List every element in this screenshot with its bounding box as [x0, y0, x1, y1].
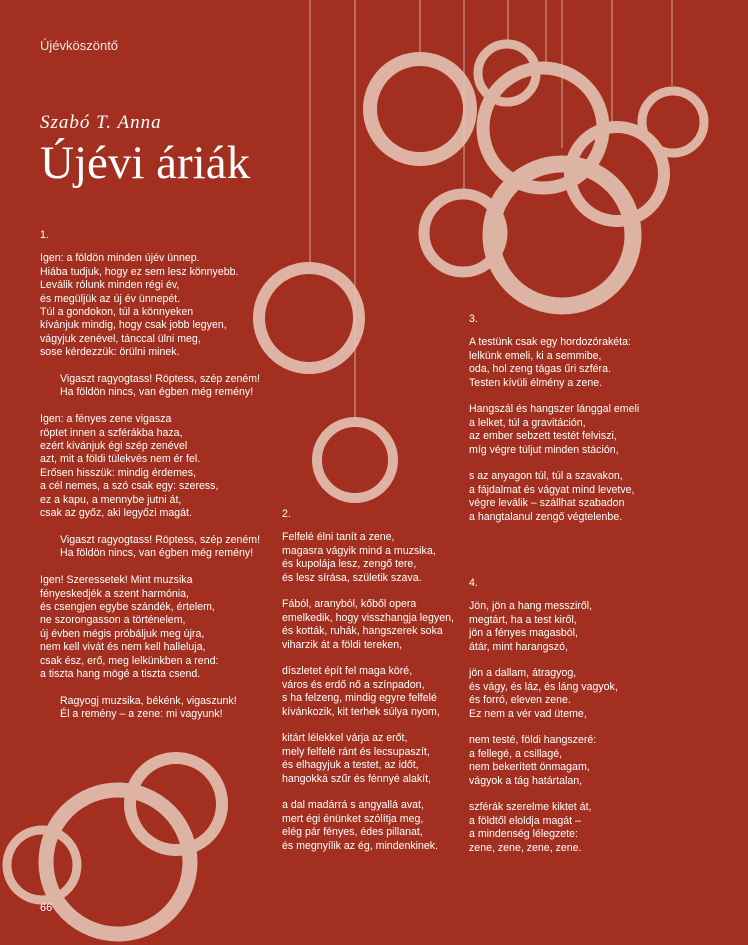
poem-line: díszletet épít fel maga köré, — [282, 665, 413, 678]
poem-line: és elhagyjuk a testet, az időt, — [282, 759, 419, 772]
stanza — [469, 403, 639, 457]
poem-line: ez a kapu, a mennybe jutni át, — [40, 493, 182, 506]
poem-line: Felfelé élni tanít a zene, — [282, 531, 395, 544]
part-number: 3. — [469, 313, 478, 325]
stanza — [282, 732, 454, 786]
section-label: Újévköszöntő — [40, 38, 119, 53]
poem-line: Vigaszt ragyogtass! Röptess, szép zeném! — [60, 373, 261, 386]
poem-line: a hangtalanul zengő végtelenbe. — [469, 510, 623, 523]
poem-line: Vigaszt ragyogtass! Röptess, szép zeném! — [60, 533, 261, 546]
poem-line: sose kérdezzük: örülni minek. — [40, 346, 180, 359]
stanza — [282, 665, 454, 719]
poem-line: nem bekerített önmagam, — [469, 761, 590, 774]
poem-line: csak ész, erő, meg lelkünkben a rend: — [40, 654, 219, 667]
part-number: 2. — [282, 508, 291, 520]
poem-line: Erősen hisszük: mindig érdemes, — [40, 466, 197, 479]
poem-line: és megnyílik az ég, mindenkinek. — [282, 839, 439, 852]
poem-line: Ez nem a vér vad üteme, — [469, 707, 587, 720]
refrain-stanza — [40, 534, 260, 561]
poem-line: a fájdalmat és vágyat mind levetve, — [469, 483, 635, 496]
poem-line: Igen! Szeressetek! Mint muzsika — [40, 574, 193, 587]
part-number: 4. — [469, 577, 478, 589]
poem-line: azt, mit a földi tülekvés nem ér fel. — [40, 453, 201, 466]
poem-line: jön a dallam, átragyog, — [469, 667, 577, 680]
poem-line: magasra vágyik mind a muzsika, — [282, 544, 436, 557]
poem-line: mert égi énünket szólítja meg, — [282, 812, 424, 825]
poem-line: Igen: a fényes zene vigasza — [40, 413, 172, 426]
poem-line: és megüljük az új év ünnepét. — [40, 292, 181, 305]
poem-line: emelkedik, hogy visszhangja legyen, — [282, 611, 454, 624]
ornament-ring — [642, 91, 704, 153]
poem-line: város és erdő nő a színpadon, — [282, 678, 425, 691]
poem-line: a földtől eloldja magát – — [469, 814, 581, 827]
poem-line: A testünk csak egy hordozórakéta: — [469, 336, 631, 349]
poem-line: Él a remény – a zene: mi vagyunk! — [60, 708, 223, 721]
poem-line: és kották, ruhák, hangszerek soka — [282, 625, 443, 638]
part-4 — [469, 577, 618, 868]
stanza — [282, 598, 454, 652]
poem-line: új évben mégis próbáljuk meg újra, — [40, 627, 205, 640]
poem-line: jön a fényes magasból, — [469, 627, 578, 640]
poem-line: viharzik át a földi tereken, — [282, 638, 403, 651]
stanza — [282, 799, 454, 853]
poem-line: a tiszta hang mögé a tiszta csend. — [40, 667, 201, 680]
poem-line: végre leválik – szállhat szabadon — [469, 497, 625, 510]
ornament-ring — [370, 59, 470, 159]
poem-line: szférák szerelme kiktet át, — [469, 801, 592, 814]
poem-line: a cél nemes, a szó csak egy: szeress, — [40, 480, 219, 493]
poem-line: és kupolája lesz, zengő tere, — [282, 558, 417, 571]
poem-line: Testen kívüli élmény a zene. — [469, 376, 603, 389]
ornament-ring — [259, 268, 359, 368]
poem-line: Leválik rólunk minden régi év, — [40, 279, 180, 292]
poem-line: kívánkozik, kit terhek súlya nyom, — [282, 705, 440, 718]
poem-line: és vágy, és láz, és láng vagyok, — [469, 680, 618, 693]
stanza — [469, 470, 639, 524]
stanza — [469, 600, 618, 654]
ornament-ring — [317, 422, 393, 498]
refrain-stanza — [40, 695, 260, 722]
page-number: 66 — [40, 902, 53, 914]
poem-line: megtárt, ha a test kiről, — [469, 613, 577, 626]
stanza — [282, 531, 454, 585]
poem-line: ne szorongasson a történelem, — [40, 614, 186, 627]
poem-line: s az anyagon túl, túl a szavakon, — [469, 470, 623, 483]
poem-line: a mindenség lélegzete: — [469, 828, 578, 841]
stanza — [469, 336, 639, 390]
poem-line: vágyjuk zenével, tánccal ülni meg, — [40, 332, 201, 345]
poem-line: elég pár fényes, édes pillanat, — [282, 826, 423, 839]
poem-line: és forró, eleven zene. — [469, 694, 571, 707]
poem-line: s ha felzeng, mindig egyre felfelé — [282, 692, 437, 705]
poem-line: lelkünk emeli, ki a semmibe, — [469, 349, 602, 362]
poem-line: oda, hol zeng tágas űri szféra. — [469, 363, 611, 376]
stanza — [40, 252, 260, 359]
poem-line: nem testé, földi hangszeré: — [469, 734, 597, 747]
poem-line: Jön, jön a hang messziről, — [469, 600, 593, 613]
poem-line: a lelket, túl a gravitáción, — [469, 416, 586, 429]
poem-line: és csengjen egybe szándék, értelem, — [40, 600, 215, 613]
poem-line: mely felfelé ránt és lecsupaszít, — [282, 745, 430, 758]
poem-line: kitárt lélekkel várja az erőt, — [282, 732, 408, 745]
poem-line: átár, mint harangszó, — [469, 640, 568, 653]
poem-line: a dal madárrá s angyallá avat, — [282, 799, 424, 812]
poem-line: Ragyogj muzsika, békénk, vigaszunk! — [60, 694, 237, 707]
poem-line: röptet innen a szférákba haza, — [40, 426, 183, 439]
poem-line: vágyok a tág határtalan, — [469, 774, 583, 787]
part-2 — [282, 508, 454, 866]
part-3 — [469, 313, 639, 537]
refrain-stanza — [40, 373, 260, 400]
part-1 — [40, 229, 260, 735]
stanza — [40, 574, 260, 681]
stanza — [469, 801, 618, 855]
poem-line: a fellegé, a csillagé, — [469, 747, 563, 760]
poem-line: az ember sebzett testét felviszi, — [469, 430, 617, 443]
poem-line: míg végre túljut minden stáción, — [469, 443, 619, 456]
poem-line: Fából, aranyból, kőből opera — [282, 598, 417, 611]
poem-line: zene, zene, zene, zene. — [469, 841, 582, 854]
poem-line: Ha földön nincs, van égben még remény! — [60, 386, 254, 399]
stanza — [40, 413, 260, 520]
poem-line: nem kell vivát és nem kell halleluja, — [40, 641, 206, 654]
author-name: Szabó T. Anna — [40, 112, 162, 133]
stanza — [469, 734, 618, 788]
poem-line: és lesz sírása, születik szava. — [282, 571, 422, 584]
poem-line: hangokká szűr és fénnyé alakít, — [282, 772, 431, 785]
poem-line: ezért kívánjuk égi szép zenével — [40, 440, 188, 453]
poem-line: Igen: a földön minden újév ünnep. — [40, 252, 200, 265]
poem-line: Hangszál és hangszer lánggal emeli — [469, 403, 640, 416]
poem-line: Hiába tudjuk, hogy ez sem lesz könnyebb. — [40, 265, 239, 278]
poem-title: Újévi áriák — [40, 137, 251, 189]
poem-line: fényeskedjék a szent harmónia, — [40, 587, 189, 600]
poem-line: Ha földön nincs, van égben még remény! — [60, 547, 254, 560]
part-number: 1. — [40, 229, 49, 241]
stanza — [469, 667, 618, 721]
ornament-ring — [46, 790, 190, 934]
ornament-ring — [130, 758, 222, 850]
poem-line: Túl a gondokon, túl a könnyeken — [40, 306, 194, 319]
poem-line: kívánjuk mindig, hogy csak jobb legyen, — [40, 319, 227, 332]
poem-line: csak az győz, aki legyőzi magát. — [40, 507, 192, 520]
